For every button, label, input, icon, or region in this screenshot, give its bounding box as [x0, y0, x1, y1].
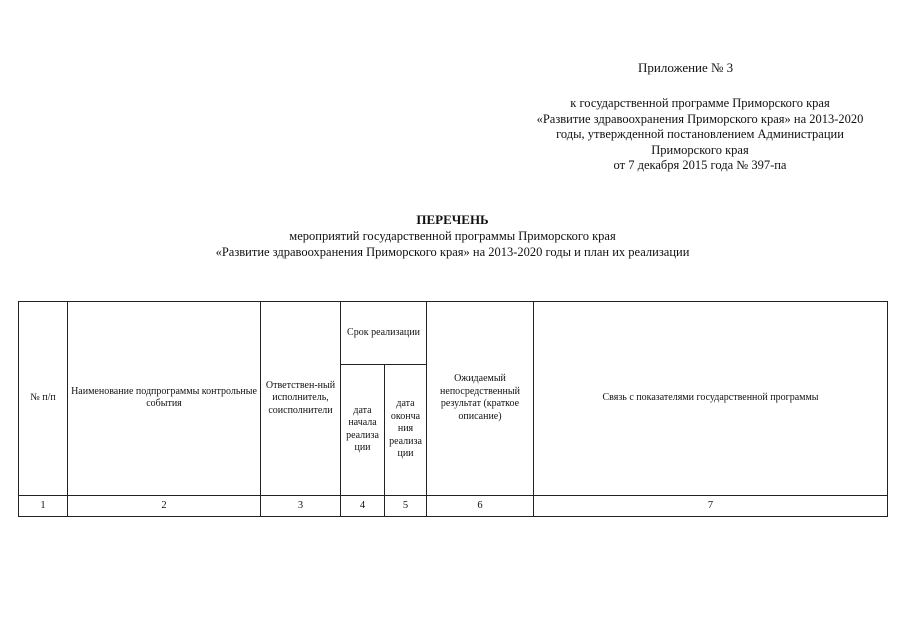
- measures-table: [18, 301, 888, 517]
- column-number: 1: [19, 495, 68, 516]
- appendix-line: к государственной программе Приморского края: [570, 96, 830, 110]
- header-cell-start-date: дата начала реализа ции: [341, 364, 385, 495]
- header-cell-end-date: дата оконча ния реализа ции: [385, 364, 427, 495]
- appendix-line: «Развитие здравоохранения Приморского края» на 2013-2020: [536, 111, 864, 126]
- header-cell-name: Наименование подпрограммы контрольные события: [68, 302, 261, 496]
- column-number: 5: [385, 495, 427, 516]
- header-cell-period: Срок реализации: [341, 302, 427, 365]
- column-number: 6: [427, 495, 534, 516]
- column-number-row: [19, 495, 888, 516]
- table-header-row: [19, 302, 888, 365]
- appendix-text: [520, 96, 880, 174]
- column-number: 4: [341, 495, 385, 516]
- document-subtitle-line: мероприятий государственной программы Приморского края: [289, 229, 616, 243]
- document-title: ПЕРЕЧЕНЬ: [416, 212, 489, 227]
- header-cell-responsible: Ответствен-ный исполнитель, соисполнители: [261, 302, 341, 496]
- document-heading: [0, 212, 905, 260]
- header-cell-link: Связь с показателями государственной программы: [534, 302, 888, 496]
- appendix-line: годы, утвержденной постановлением Администрации: [556, 127, 844, 141]
- header-cell-number: № п/п: [19, 302, 68, 496]
- header-cell-result: Ожидаемый непосредственный результат (краткое описание): [427, 302, 534, 496]
- column-number: 3: [261, 495, 341, 516]
- document-subtitle-line: «Развитие здравоохранения Приморского края» на 2013-2020 годы и план их реализации: [215, 245, 690, 259]
- column-number: 7: [534, 495, 888, 516]
- appendix-line: Приморского края: [651, 142, 749, 157]
- appendix-title: Приложение № 3: [638, 60, 734, 75]
- appendix-line: от 7 декабря 2015 года № 397-па: [613, 158, 787, 172]
- column-number: 2: [68, 495, 261, 516]
